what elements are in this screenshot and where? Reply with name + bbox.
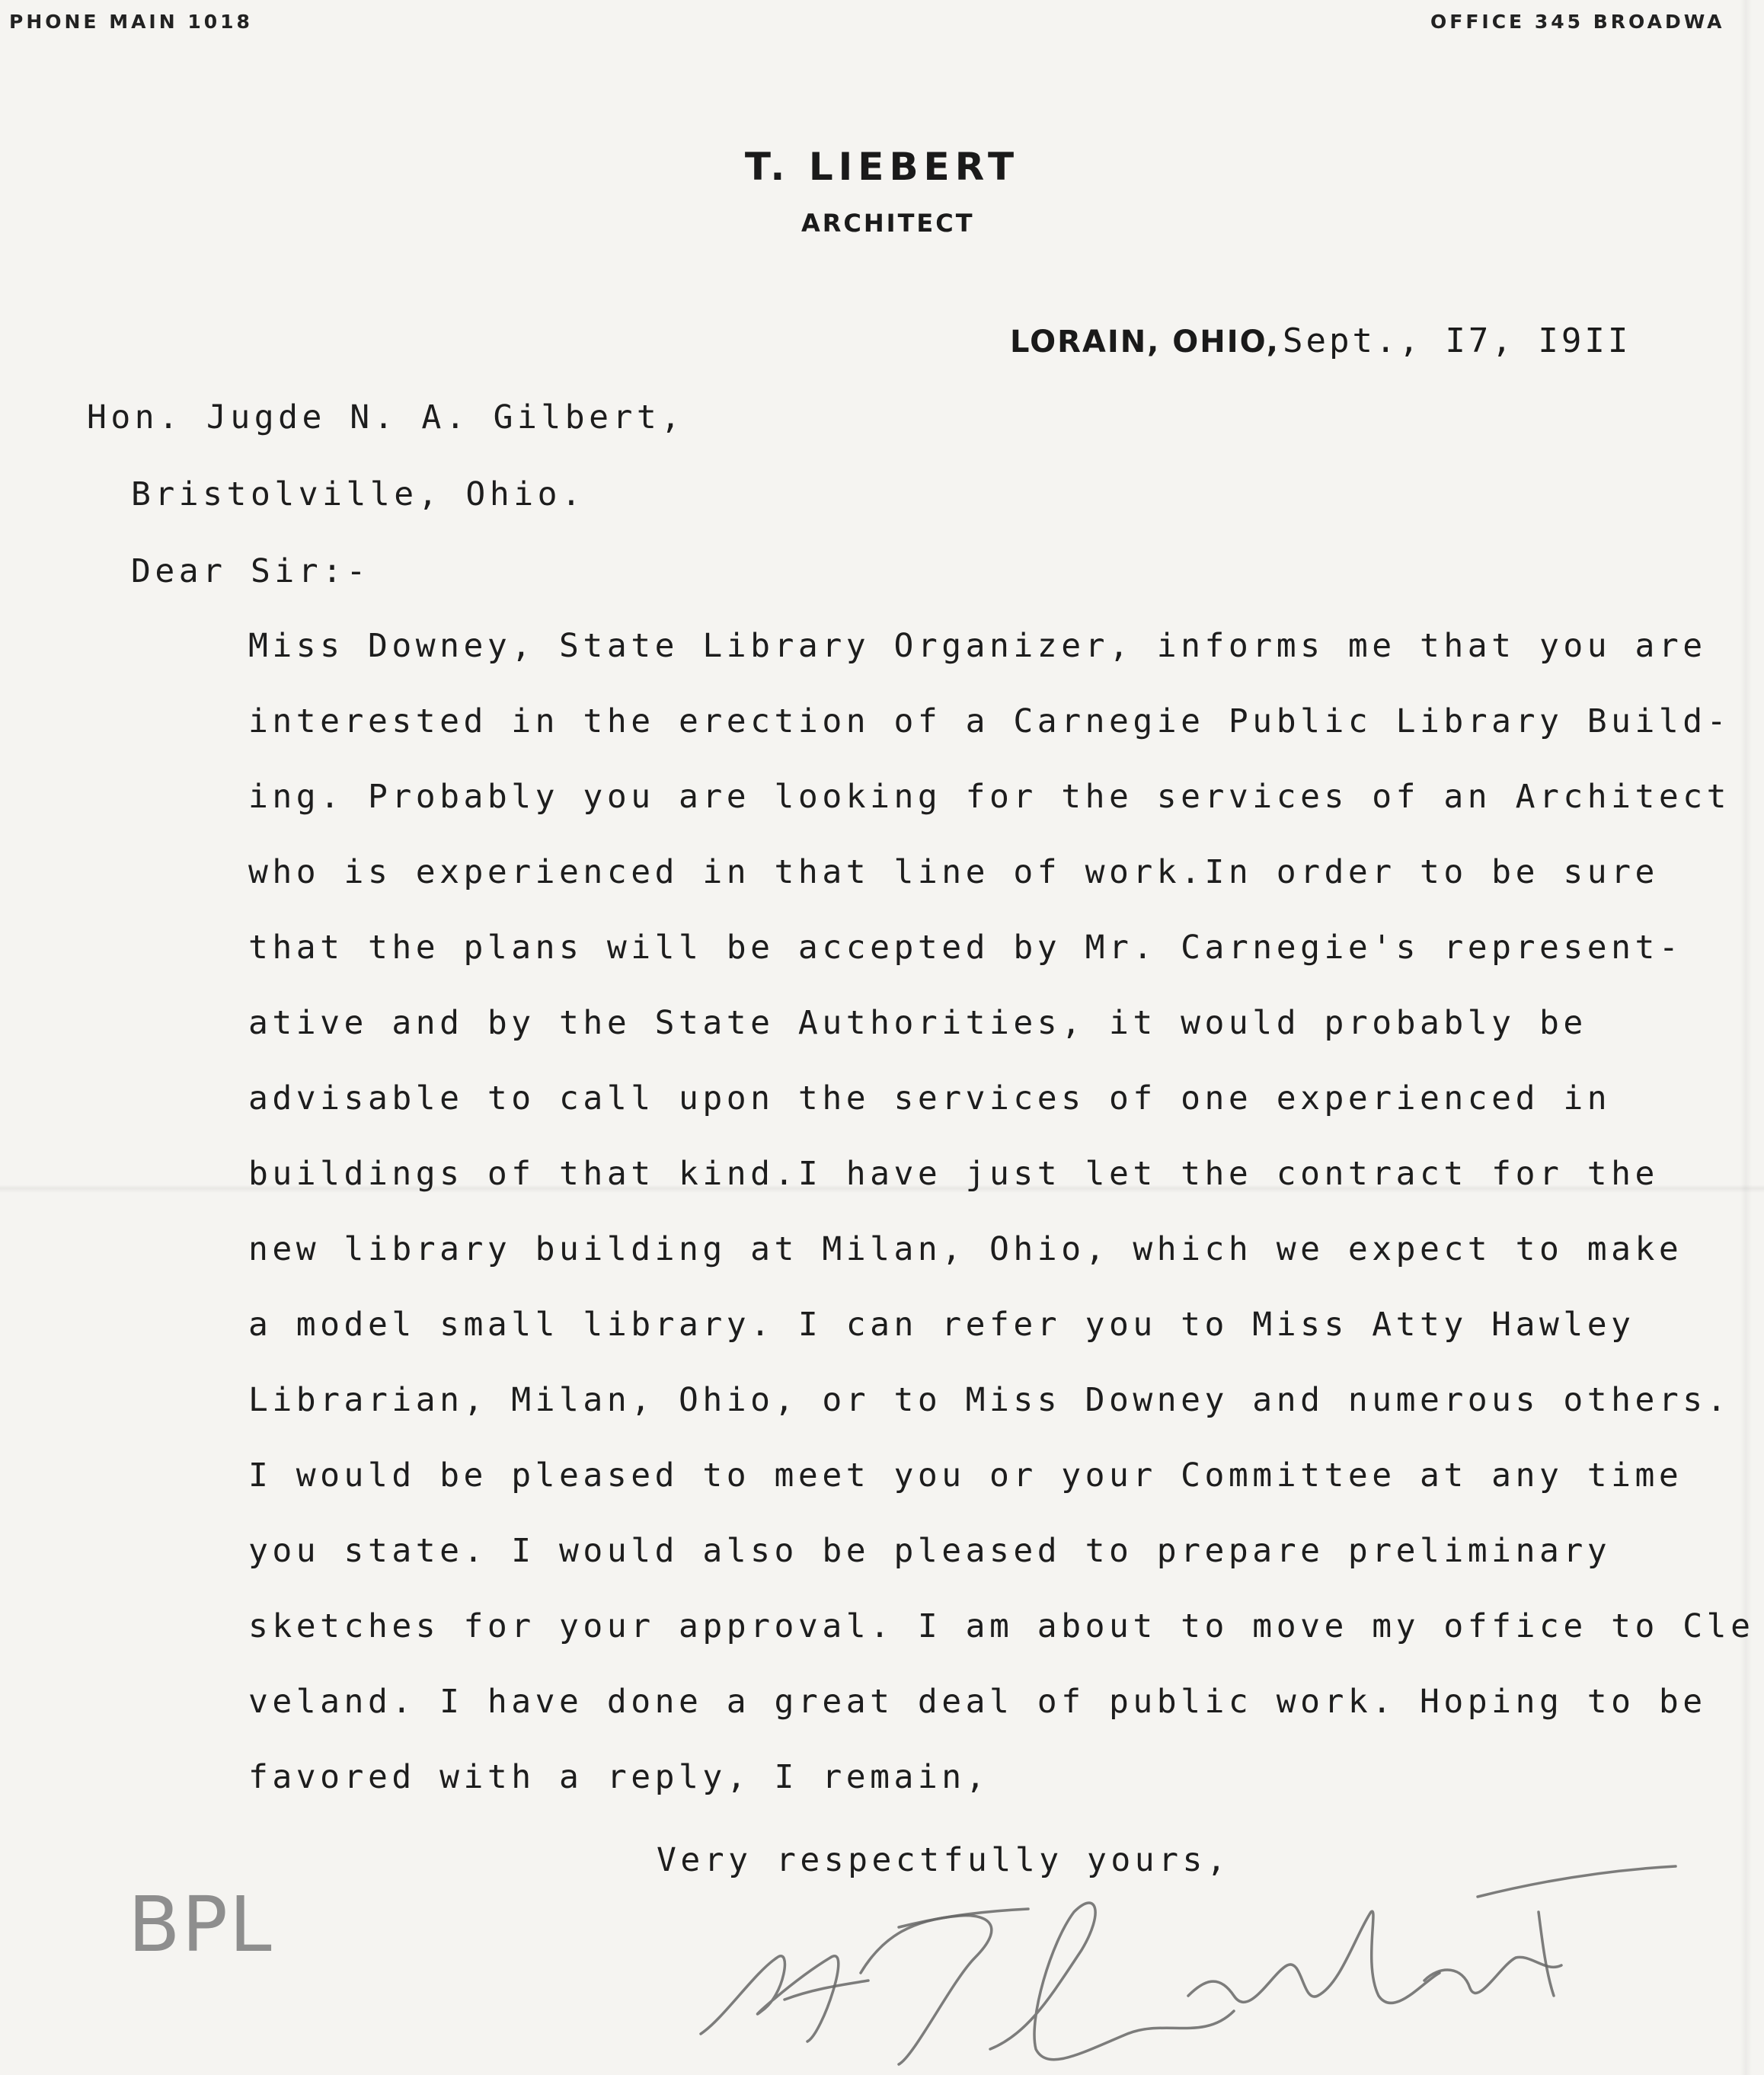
- body-line: favored with a reply, I remain,: [248, 1758, 990, 1796]
- signature-stroke: [1424, 1957, 1561, 1993]
- signature-stroke: [785, 1981, 868, 2000]
- body-line: Librarian, Milan, Ohio, or to Miss Downey and numerous others.: [248, 1381, 1731, 1419]
- body-line: new library building at Milan, Ohio, which we expect to make: [248, 1230, 1683, 1268]
- signature-stroke: [1539, 1912, 1554, 1996]
- signature-stroke: [861, 1916, 992, 2064]
- body-line: I would be pleased to meet you or your Committee at any time: [248, 1456, 1683, 1495]
- bpl-watermark: BPL: [128, 1880, 273, 1969]
- body-line: ative and by the State Authorities, it would probably be: [248, 1004, 1587, 1042]
- letterhead-office-address: OFFICE 345 BROADWA: [1430, 11, 1725, 33]
- letterhead-name: T. LIEBERT: [744, 145, 1020, 189]
- body-line: interested in the erection of a Carnegie Public Library Build-: [248, 702, 1731, 740]
- body-line: that the plans will be accepted by Mr. Carnegie's represent-: [248, 929, 1683, 967]
- recipient-name: Hon. Jugde N. A. Gilbert,: [87, 398, 685, 436]
- letterhead-title: ARCHITECT: [801, 209, 975, 238]
- dateline-place: LORAIN, OHIO,: [1010, 325, 1280, 360]
- body-line: you state. I would also be pleased to prepare preliminary: [248, 1532, 1612, 1570]
- signature-stroke: [1478, 1866, 1676, 1897]
- salutation: Dear Sir:-: [131, 552, 370, 590]
- body-line: who is experienced in that line of work.In order to be sure: [248, 853, 1659, 891]
- body-line: Miss Downey, State Library Organizer, informs me that you are: [248, 627, 1707, 665]
- recipient-address: Bristolville, Ohio.: [131, 475, 586, 513]
- body-line: ing. Probably you are looking for the services of an Architect: [248, 778, 1731, 816]
- body-line: buildings of that kind.I have just let the contract for the: [248, 1155, 1659, 1193]
- closing: Very respectfully yours,: [657, 1841, 1231, 1879]
- dateline-date: Sept., I7, I9II: [1283, 321, 1631, 360]
- dateline: [1010, 321, 1631, 360]
- body-line: veland. I have done a great deal of public work. Hoping to be: [248, 1683, 1707, 1721]
- body-line: advisable to call upon the services of one experienced in: [248, 1079, 1612, 1117]
- signature-stroke: [701, 1956, 839, 2041]
- body-line: sketches for your approval. I am about to move my office to Cle: [248, 1607, 1755, 1645]
- letterhead-phone: PHONE MAIN 1018: [9, 11, 253, 33]
- signature-stroke: [1188, 1911, 1440, 2003]
- signature: [670, 1843, 1698, 2072]
- body-line: a model small library. I can refer you to Miss Atty Hawley: [248, 1306, 1635, 1344]
- signature-stroke: [990, 1903, 1234, 2060]
